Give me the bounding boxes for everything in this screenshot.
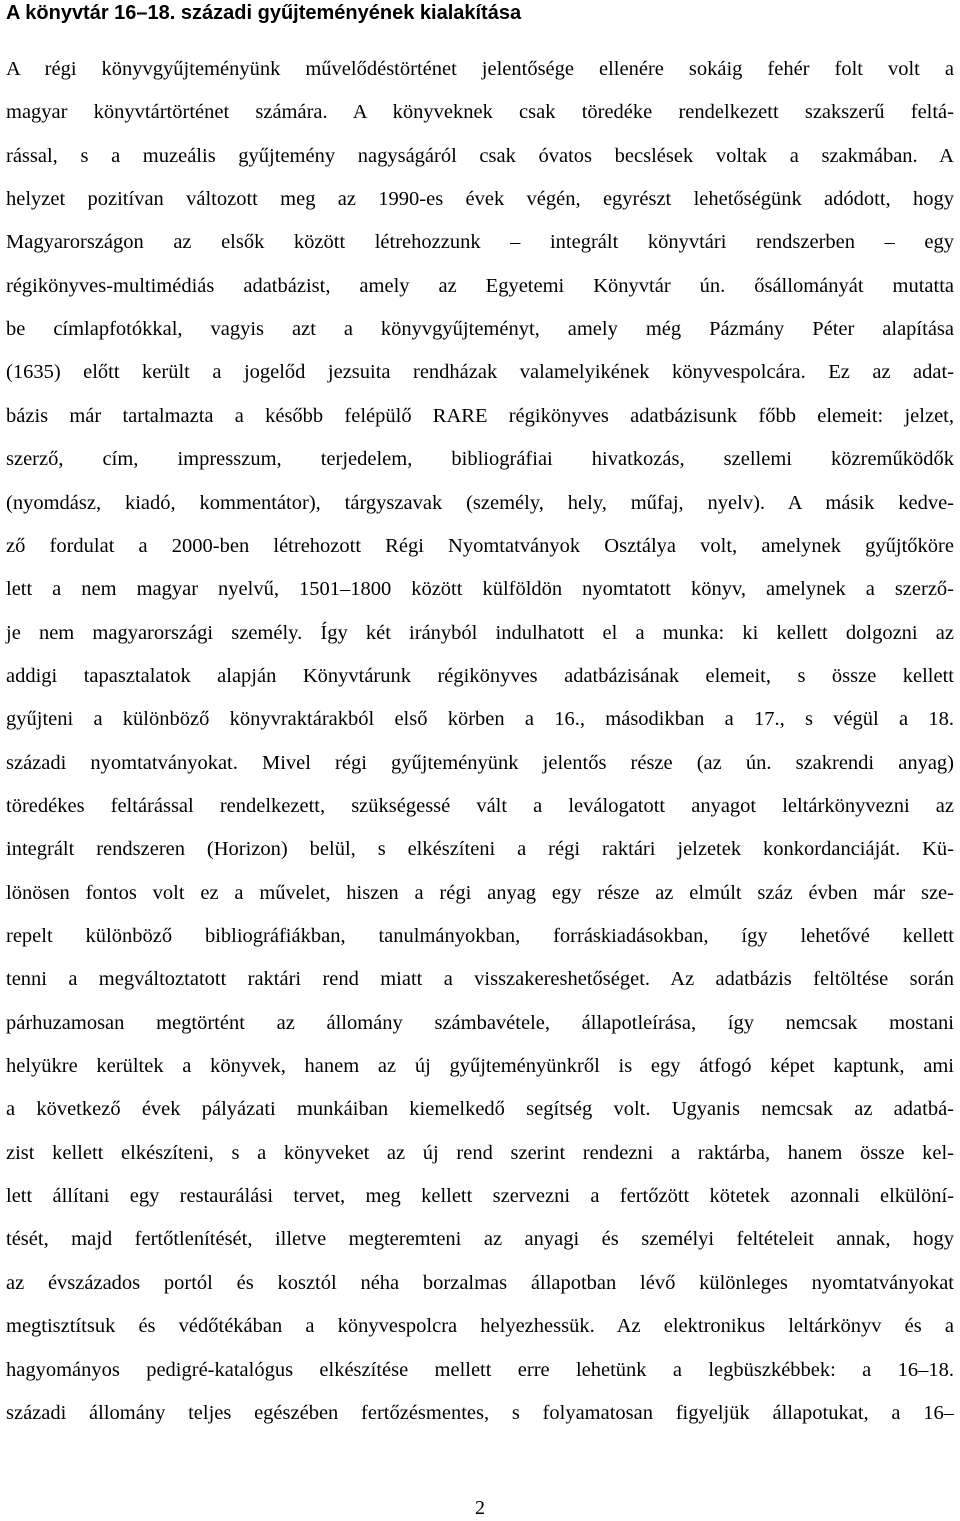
text-line: helyzet pozitívan változott meg az 1990-es évek végén, egyrészt lehetőségünk adódott, hogy — [6, 188, 954, 211]
text-line: lett állítani egy restaurálási tervet, meg kellett szervezni a fertőzött kötetek azonnali elkülöní- — [6, 1185, 954, 1208]
text-line: integrált rendszeren (Horizon) belül, s elkészíteni a régi raktári jelzetek konkordanciáját. Kü- — [6, 838, 954, 861]
text-line: magyar könyvtártörténet számára. A könyveknek csak töredéke rendelkezett szakszerű feltá- — [6, 101, 954, 124]
text-line: párhuzamosan megtörtént az állomány számbavétele, állapotleírása, így nemcsak mostani — [6, 1011, 954, 1034]
text-line: gyűjteni a különböző könyvraktárakból első körben a 16., másodikban a 17., s végül a 18. — [6, 708, 954, 731]
text-line: hagyományos pedigré-katalógus elkészítése mellett erre lehetünk a legbüszkébbek: a 16–18. — [6, 1358, 954, 1381]
text-line: töredékes feltárással rendelkezett, szükségessé vált a leválogatott anyagot leltárkönyvezni az — [6, 794, 954, 817]
text-line: szerző, cím, impresszum, terjedelem, bibliográfiai hivatkozás, szellemi közreműködők — [6, 448, 954, 471]
text-line: megtisztítsuk és védőtékában a könyvespolcra helyezhessük. Az elektronikus leltárkönyv és a — [6, 1315, 954, 1338]
page-number: 2 — [475, 1497, 485, 1519]
text-line: a következő évek pályázati munkáiban kiemelkedő segítség volt. Ugyanis nemcsak az adatbá- — [6, 1098, 954, 1121]
text-line: rással, s a muzeális gyűjtemény nagyságáról csak óvatos becslések voltak a szakmában. A — [6, 144, 954, 167]
text-line: repelt különböző bibliográfiákban, tanulmányokban, forráskiadásokban, így lehetővé kellett — [6, 925, 954, 947]
text-line: ző fordulat a 2000-ben létrehozott Régi Nyomtatványok Osztálya volt, amelynek gyűjtőköre — [6, 534, 954, 557]
text-line: régikönyves-multimédiás adatbázist, amely az Egyetemi Könyvtár ún. ősállományát mutatta — [6, 274, 954, 297]
text-line: zist kellett elkészíteni, s a könyveket az új rend szerint rendezni a raktárba, hanem össze kel- — [6, 1141, 954, 1164]
text-line: lett a nem magyar nyelvű, 1501–1800 között külföldön nyomtatott könyv, amelynek a szerző- — [6, 578, 954, 601]
text-line: lönösen fontos volt ez a művelet, hiszen a régi anyag egy része az elmúlt száz évben már sze- — [6, 881, 954, 904]
text-line: Magyarországon az elsők között létrehozzunk – integrált könyvtári rendszerben – egy — [6, 231, 954, 254]
text-line: tenni a megváltoztatott raktári rend miatt a visszakereshetőséget. Az adatbázis feltöltése során — [6, 968, 954, 991]
text-line: addigi tapasztalatok alapján Könyvtárunk régikönyves adatbázisának elemeit, s össze kellett — [6, 664, 954, 687]
text-line: bázis már tartalmazta a később felépülő RARE régikönyves adatbázisunk főbb elemeit: jelzet, — [6, 404, 954, 427]
text-line: századi állomány teljes egészében fertőzésmentes, s folyamatosan figyeljük állapotukat, a 16– — [6, 1401, 954, 1424]
text-line: századi nyomtatványokat. Mivel régi gyűjteményünk jelentős része (az ún. szakrendi anyag) — [6, 751, 954, 774]
text-line: (nyomdász, kiadó, kommentátor), tárgyszavak (személy, hely, műfaj, nyelv). A másik kedve- — [6, 491, 954, 514]
text-line: tését, majd fertőtlenítését, illetve megteremteni az anyagi és személyi feltételeit annak, hogy — [6, 1228, 954, 1251]
text-line: helyükre kerültek a könyvek, hanem az új gyűjteményünkről is egy átfogó képet kaptunk, ami — [6, 1055, 954, 1078]
text-line: az évszázados portól és kosztól néha borzalmas állapotban lévő különleges nyomtatványokat — [6, 1271, 954, 1294]
text-line: A régi könyvgyűjteményünk művelődéstörténet jelentősége ellenére sokáig fehér folt volt a — [6, 58, 954, 80]
text-line: be címlapfotókkal, vagyis azt a könyvgyűjteményt, amely még Pázmány Péter alapítása — [6, 318, 954, 341]
text-line: (1635) előtt került a jogelőd jezsuita rendházak valamelyikének könyvespolcára. Ez az adat- — [6, 361, 954, 384]
text-line: je nem magyarországi személy. Így két irányból indulhatott el a munka: ki kellett dolgozni az — [6, 621, 954, 644]
section-heading: A könyvtár 16–18. századi gyűjteményének kialakítása — [6, 2, 522, 24]
